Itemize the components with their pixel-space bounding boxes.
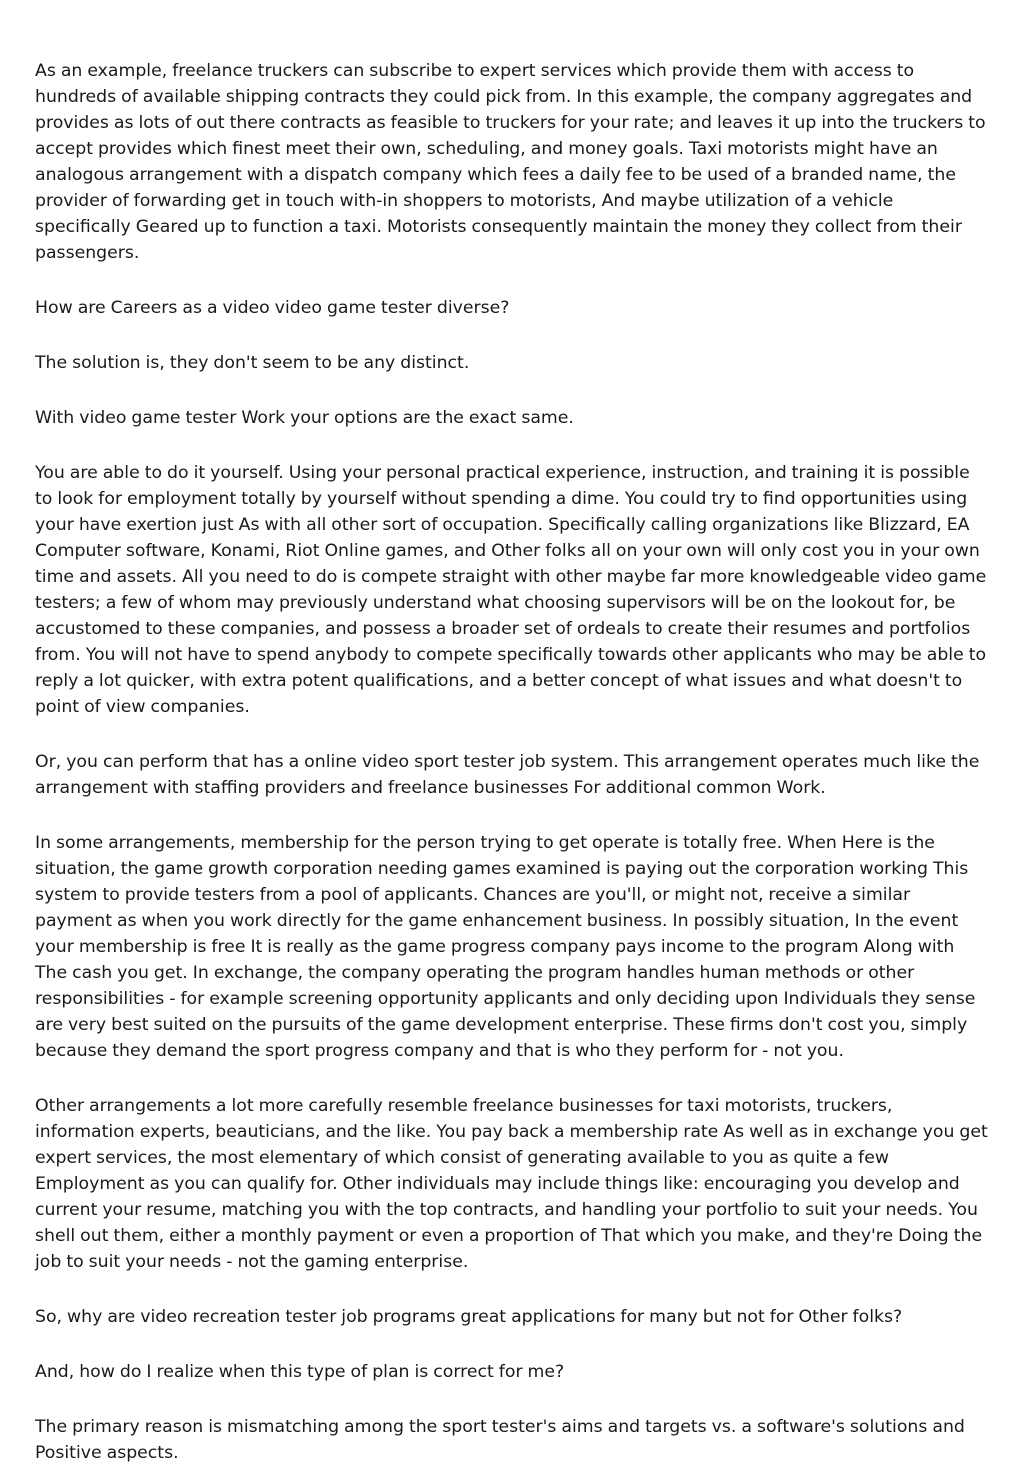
paragraph-how-question: And, how do I realize when this type of plan is correct for me?: [35, 1362, 565, 1382]
paragraph-careers-question: How are Careers as a video video game tester diverse?: [35, 298, 510, 318]
paragraph-other-arrangements: Other arrangements a lot more carefully resemble freelance businesses for taxi motorists, truckers, information experts, beauticians, and the like. You pay back a membership rate As well as in exchange you get expert services, the most elementary of which consist of generating available to you as quite a few Employment as you can qualify for. Other individuals may include things like: encouraging you develop and current your resume, matching you with the top contracts, and handling your portfolio to suit your needs. You shell out them, either a monthly payment or even a proportion of That which you make, and they're Doing the job to suit your needs - not the gaming enterprise.: [35, 1096, 988, 1272]
paragraph-membership-free: In some arrangements, membership for the person trying to get operate is totally free. When Here is the situation, the game growth corporation needing games examined is paying out the corporation working This system to provide testers from a pool of applicants. Chances are you'll, or might not, receive a similar payment as when you work directly for the game enhancement business. In possibly situation, In the event your membership is free It is really as the game progress company pays income to the program Along with The cash you get. In exchange, the company operating the program handles human methods or other responsibilities - for example screening opportunity applicants and only deciding upon Individuals they sense are very best suited on the pursuits of the game development enterprise. These firms don't cost you, simply because they demand the sport progress company and that is who they perform for - not you.: [35, 833, 976, 1061]
paragraph-do-it-yourself: You are able to do it yourself. Using your personal practical experience, instruction, and training it is possible to look for employment totally by yourself without spending a dime. You could try to find opportunities using your have exertion just As with all other sort of occupation. Specifically calling organizations like Blizzard, EA Computer software, Konami, Riot Online games, and Other folks all on your own will only cost you in your own time and assets. All you need to do is compete straight with other maybe far more knowledgeable video game testers; a few of whom may previously understand what choosing supervisors will be on the lookout for, be accustomed to these companies, and possess a broader set of ordeals to create their resumes and portfolios from. You will not have to spend anybody to compete specifically towards other applicants who may be able to reply a lot quicker, with extra potent qualifications, and a better concept of what issues and what doesn't to point of view companies.: [35, 463, 987, 717]
paragraph-freelance-truckers: As an example, freelance truckers can subscribe to expert services which provide them with access to hundreds of available shipping contracts they could pick from. In this example, the company aggregates and provides as lots of out there contracts as feasible to truckers for your rate; and leaves it up into the truckers to accept provides which finest meet their own, scheduling, and money goals. Taxi motorists might have an analogous arrangement with a dispatch company which fees a daily fee to be used of a branded name, the provider of forwarding get in touch with-in shoppers to motorists, And maybe utilization of a vehicle specifically Geared up to function a taxi. Motorists consequently maintain the money they collect from their passengers.: [35, 61, 986, 263]
paragraph-primary-reason: The primary reason is mismatching among the sport tester's aims and targets vs. a software's solutions and Positive aspects.: [35, 1417, 965, 1463]
paragraph-why-question: So, why are video recreation tester job programs great applications for many but not for Other folks?: [35, 1307, 903, 1327]
paragraph-options-same: With video game tester Work your options are the exact same.: [35, 408, 574, 428]
paragraph-solution: The solution is, they don't seem to be any distinct.: [35, 353, 470, 373]
paragraph-job-system: Or, you can perform that has a online video sport tester job system. This arrangement operates much like the arrangement with staffing providers and freelance businesses For additional common Work.: [35, 752, 980, 798]
